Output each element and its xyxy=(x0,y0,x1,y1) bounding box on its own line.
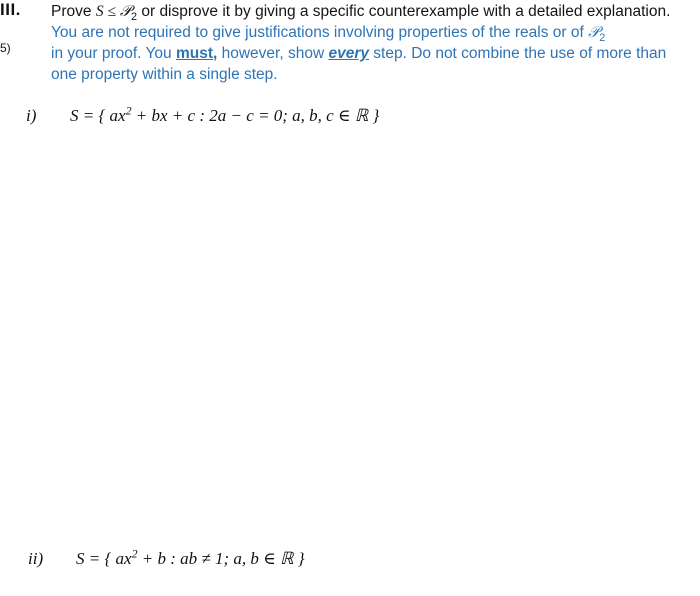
prompt-line xyxy=(51,1,700,22)
note-space-subscript: 2 xyxy=(599,32,606,45)
prompt-suffix: or disprove it by giving a specific counterexample with a detailed explanation. xyxy=(137,3,671,20)
part-ii-set-a: S = { ax xyxy=(76,549,132,568)
note-line1-text: You are not required to give justifications involving properties of the reals or of xyxy=(51,24,589,41)
question-instructions xyxy=(51,1,700,85)
part-i-set-a: S = { ax xyxy=(70,106,126,125)
part-i-label: i) xyxy=(26,106,37,125)
margin-mark: 5) xyxy=(0,41,11,55)
part-ii xyxy=(28,548,305,570)
note-line2-b: however, show xyxy=(217,45,329,62)
part-ii-set-b: + b : ab ≠ 1; a, b ∈ ℝ } xyxy=(137,549,305,568)
note-must: must, xyxy=(175,45,218,62)
note-line2-c: step. Do not combine the use of more than xyxy=(368,45,667,62)
note-line-1 xyxy=(51,22,700,43)
note-line2-a: in your proof. You xyxy=(51,45,176,62)
note-space-symbol: 𝒫 xyxy=(588,23,600,41)
question-number: III. xyxy=(0,0,21,19)
part-i-set-b: + bx + c : 2a − c = 0; a, b, c ∈ ℝ } xyxy=(131,106,380,125)
part-ii-label: ii) xyxy=(28,549,44,568)
note-every: every xyxy=(328,45,369,62)
part-ii-set-sup: 2 xyxy=(131,546,138,561)
prompt-prefix: Prove xyxy=(51,3,96,20)
part-i xyxy=(26,105,379,127)
prompt-relation: S ≤ xyxy=(95,3,120,20)
part-i-set-sup: 2 xyxy=(125,103,132,118)
prompt-space-subscript: 2 xyxy=(131,11,138,24)
note-line-2 xyxy=(51,43,700,64)
note-line-3: one property within a single step. xyxy=(51,66,278,83)
prompt-space-symbol: 𝒫 xyxy=(119,2,132,20)
